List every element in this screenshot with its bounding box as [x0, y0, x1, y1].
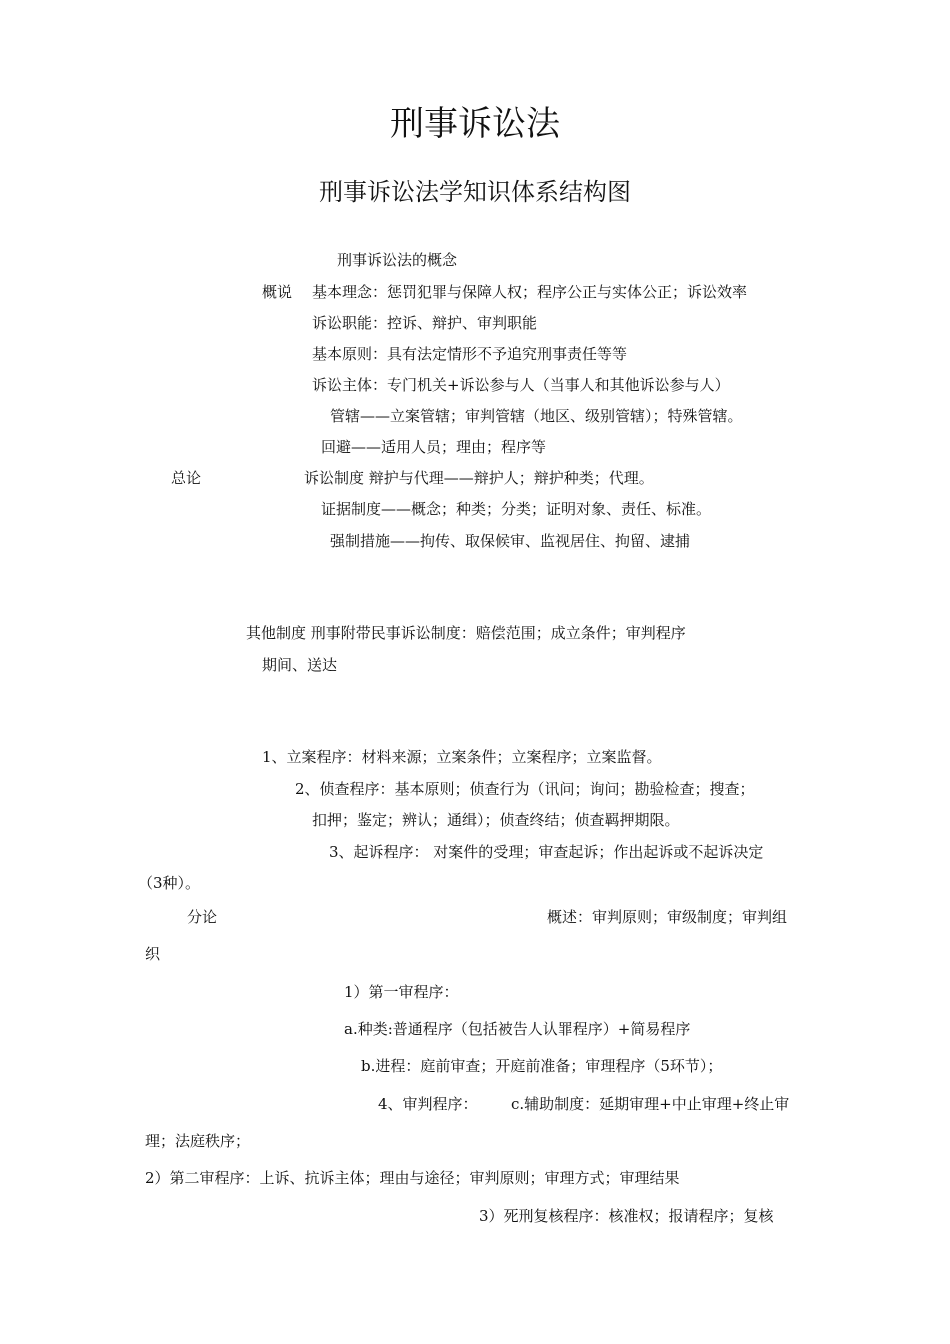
first-instance-line: 1）第一审程序： — [344, 983, 459, 1001]
overview-line: 概述：审判原则；审级制度；审判组 — [547, 908, 788, 926]
aux-line: c.辅助制度：延期审理+中止审理+终止审 — [511, 1095, 790, 1113]
investigation-line: 2、侦查程序：基本原则；侦查行为（讯问；询问；勘验检查；搜查； — [295, 780, 755, 798]
compulsory-line: 强制措施——拘传、取保候审、监视居住、拘留、逮捕 — [330, 532, 691, 550]
fenlun-label: 分论 — [187, 908, 218, 926]
system-defense-line: 诉讼制度 辩护与代理——辩护人；辩护种类；代理。 — [304, 469, 654, 487]
subjects-line: 诉讼主体：专门机关+诉讼参与人（当事人和其他诉讼参与人） — [312, 376, 730, 394]
process-line: b.进程：庭前审查；开庭前准备；审理程序（5环节）； — [361, 1057, 723, 1075]
prosecution-line: 3、起诉程序： 对案件的受理；审查起诉；作出起诉或不起诉决定 — [329, 843, 764, 861]
types-line: a.种类:普通程序（包括被告人认罪程序）+简易程序 — [344, 1020, 691, 1038]
evidence-line: 证据制度——概念；种类；分类；证明对象、责任、标准。 — [321, 500, 712, 518]
other-system-line: 其他制度 刑事附带民事诉讼制度：赔偿范围；成立条件；审判程序 — [246, 624, 686, 642]
death-review-line: 3）死刑复核程序：核准权；报请程序；复核 — [479, 1207, 774, 1225]
principles-line: 基本原则：具有法定情形不予追究刑事责任等等 — [312, 345, 628, 363]
filing-line: 1、立案程序：材料来源；立案条件；立案程序；立案监督。 — [262, 748, 662, 766]
period-line: 期间、送达 — [262, 656, 338, 674]
prosecution-cont-line: （3种）。 — [138, 874, 201, 892]
jurisdiction-line: 管辖——立案管辖；审判管辖（地区、级别管辖）；特殊管辖。 — [330, 407, 743, 425]
recusal-line: 回避——适用人员；理由；程序等 — [321, 438, 547, 456]
document-subtitle: 刑事诉讼法学知识体系结构图 — [319, 178, 631, 206]
functions-line: 诉讼职能：控诉、辩护、审判职能 — [312, 314, 538, 332]
aux-cont-line: 理；法庭秩序； — [145, 1132, 251, 1150]
concept-line: 刑事诉讼法的概念 — [337, 251, 458, 269]
document-title: 刑事诉讼法 — [390, 104, 560, 144]
gaishuo-label: 概说 — [262, 283, 293, 301]
zonglun-label: 总论 — [171, 469, 202, 487]
investigation-cont-line: 扣押；鉴定；辨认；通缉）；侦查终结；侦查羁押期限。 — [312, 811, 680, 829]
second-instance-line: 2）第二审程序：上诉、抗诉主体；理由与途径；审判原则；审理方式；审理结果 — [145, 1169, 680, 1187]
overview-cont-line: 织 — [145, 945, 161, 963]
trial-label: 4、审判程序： — [378, 1095, 478, 1113]
basic-ideas-line: 基本理念：惩罚犯罪与保障人权；程序公正与实体公正；诉讼效率 — [312, 283, 748, 301]
